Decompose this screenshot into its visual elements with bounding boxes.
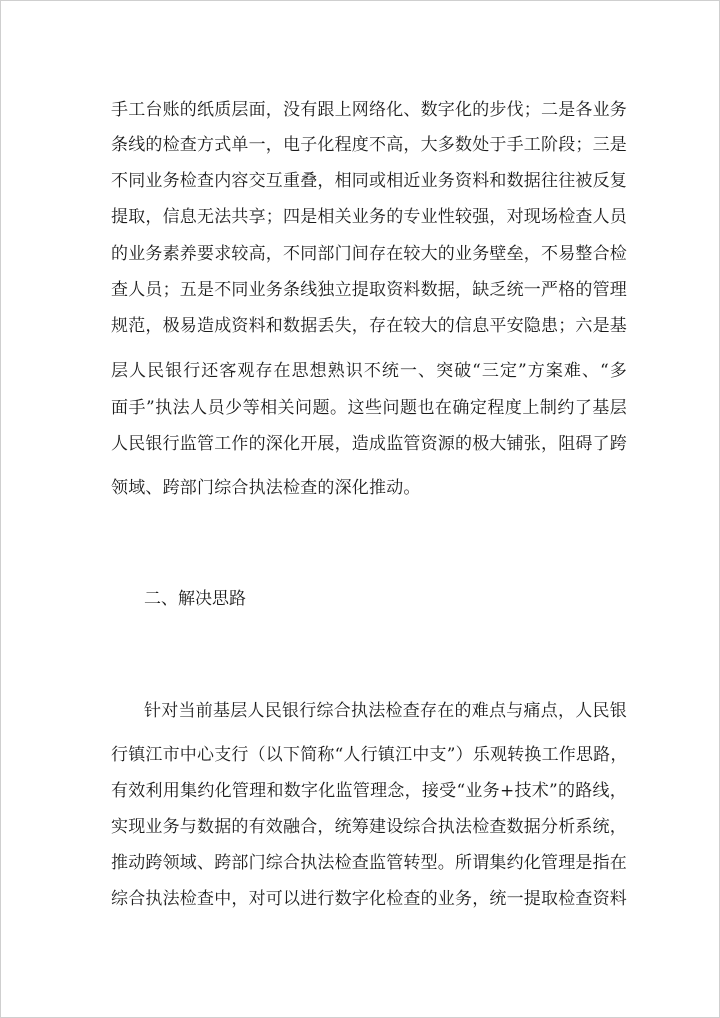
paragraph-1-line-7: 规范，极易造成资料和数据丢失，存在较大的信息平安隐患；六是基: [111, 316, 627, 336]
paragraph-1-line-10: 人民银行监管工作的深化开展，造成监管资源的极大铺张，阻碍了跨: [111, 434, 627, 454]
paragraph-1-line-9: 面手”执法人员少等相关问题。这些问题也在确定程度上制约了基层: [111, 398, 627, 418]
paragraph-2-line-5: 推动跨领域、跨部门综合执法检查监管转型。所谓集约化管理是指在: [111, 853, 627, 873]
section-heading: 二、解决思路: [144, 589, 246, 609]
paragraph-1-line-4: 提取，信息无法共享；四是相关业务的专业性较强，对现场检查人员: [111, 207, 627, 227]
paragraph-2-line-4: 实现业务与数据的有效融合，统筹建设综合执法检查数据分析系统，: [111, 817, 627, 837]
paragraph-2-line-6: 综合执法检查中，对可以进行数字化检查的业务，统一提取检查资料: [111, 889, 627, 909]
paragraph-1-line-6: 查人员；五是不同业务条线独立提取资料数据，缺乏统一严格的管理: [111, 280, 627, 300]
paragraph-2-line-2: 行镇江市中心支行（以下简称“人行镇江中支”）乐观转换工作思路，: [111, 745, 628, 765]
paragraph-1-line-5: 的业务素养要求较高，不同部门间存在较大的业务壁垒，不易整合检: [111, 244, 627, 264]
paragraph-1-line-8: 层人民银行还客观存在思想熟识不统一、突破“三定”方案难、“多: [111, 361, 627, 381]
paragraph-1-line-11: 领域、跨部门综合执法检查的深化推动。: [111, 478, 421, 498]
paragraph-1-line-3: 不同业务检查内容交互重叠，相同或相近业务资料和数据往往被反复: [111, 171, 627, 191]
paragraph-2-line-1: 针对当前基层人民银行综合执法检查存在的难点与痛点，人民银: [144, 701, 627, 721]
paragraph-2-line-3: 有效利用集约化管理和数字化监管理念，接受“业务+技术”的路线，: [111, 781, 627, 801]
paragraph-1-line-1: 手工台账的纸质层面，没有跟上网络化、数字化的步伐；二是各业务: [111, 100, 627, 120]
paragraph-1-line-2: 条线的检查方式单一，电子化程度不高，大多数处于手工阶段；三是: [111, 135, 627, 155]
